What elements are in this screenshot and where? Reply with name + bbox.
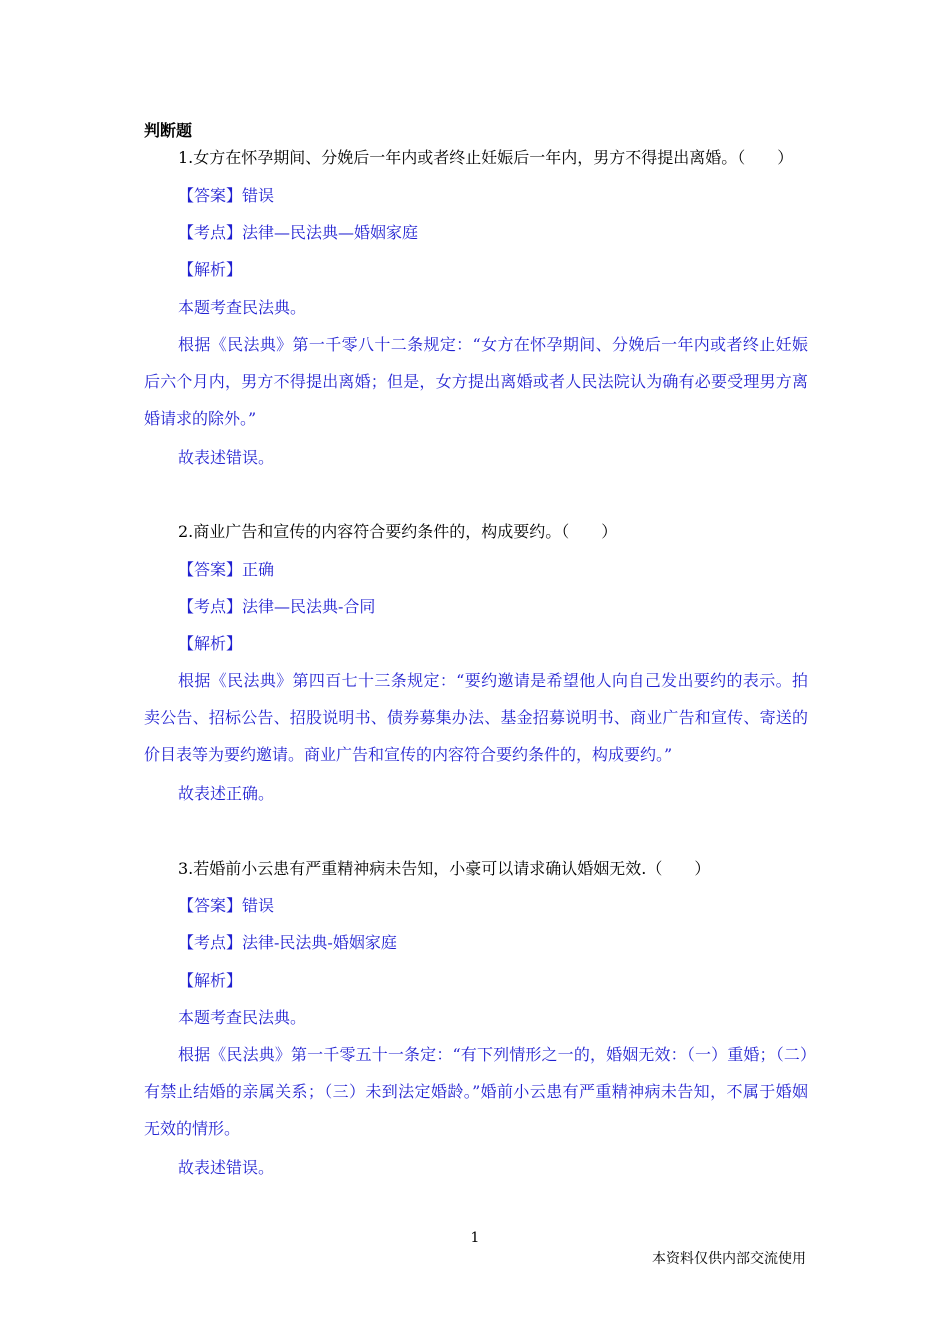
point-label: 【考点】 [178,597,243,616]
point-label: 【考点】 [178,933,243,952]
answer-line [178,186,274,206]
answer-line [178,560,274,580]
analysis-body: 根据《民法典》第四百七十三条规定：“要约邀请是希望他人向自己发出要约的表示。拍卖公告、招标公告、招股说明书、债券募集办法、基金招募说明书、商业广告和宣传、寄送的价目表等为要约邀请。商业广告和宣传的内容符合要约条件的，构成要约。” [144,671,808,764]
point-line [178,223,418,243]
answer-value: 错误 [242,186,275,205]
analysis-intro: 本题考查民法典。 [178,1008,307,1027]
answer-label: 【答案】 [178,186,243,205]
page-number: 1 [470,1230,480,1246]
point-label: 【考点】 [178,223,243,242]
analysis-label: 【解析】 [178,260,243,279]
analysis-conclusion: 故表述正确。 [178,784,275,803]
point-value: 法律-民法典-婚姻家庭 [242,933,397,952]
analysis-label: 【解析】 [178,634,243,653]
question-text: 1.女方在怀孕期间、分娩后一年内或者终止妊娠后一年内，男方不得提出离婚。（ ） [178,148,794,167]
answer-line [178,896,274,916]
analysis-label: 【解析】 [178,971,243,990]
point-value: 法律—民法典—婚姻家庭 [242,223,419,242]
analysis-conclusion: 故表述错误。 [178,448,275,467]
analysis-conclusion: 故表述错误。 [178,1158,275,1177]
analysis-intro: 本题考查民法典。 [178,298,307,317]
question-text: 3.若婚前小云患有严重精神病未告知，小豪可以请求确认婚姻无效.（ ） [178,859,711,878]
answer-label: 【答案】 [178,560,243,579]
analysis-body: 根据《民法典》第一千零五十一条定：“有下列情形之一的，婚姻无效：（一）重婚；（二）有禁止结婚的亲属关系；（三）未到法定婚龄。”婚前小云患有严重精神病未告知，不属于婚姻无效的情形。 [144,1045,808,1138]
answer-label: 【答案】 [178,896,243,915]
point-line [178,597,375,617]
answer-value: 正确 [242,560,275,579]
footer-note: 本资料仅供内部交流使用 [652,1251,806,1267]
point-value: 法律—民法典-合同 [242,597,376,616]
point-line [178,933,397,953]
section-title: 判断题 [144,121,193,140]
analysis-body: 根据《民法典》第一千零八十二条规定：“女方在怀孕期间、分娩后一年内或者终止妊娠后六个月内，男方不得提出离婚；但是，女方提出离婚或者人民法院认为确有必要受理男方离婚请求的除外。” [144,335,808,428]
question-text: 2.商业广告和宣传的内容符合要约条件的，构成要约。（ ） [178,522,618,541]
answer-value: 错误 [242,896,275,915]
